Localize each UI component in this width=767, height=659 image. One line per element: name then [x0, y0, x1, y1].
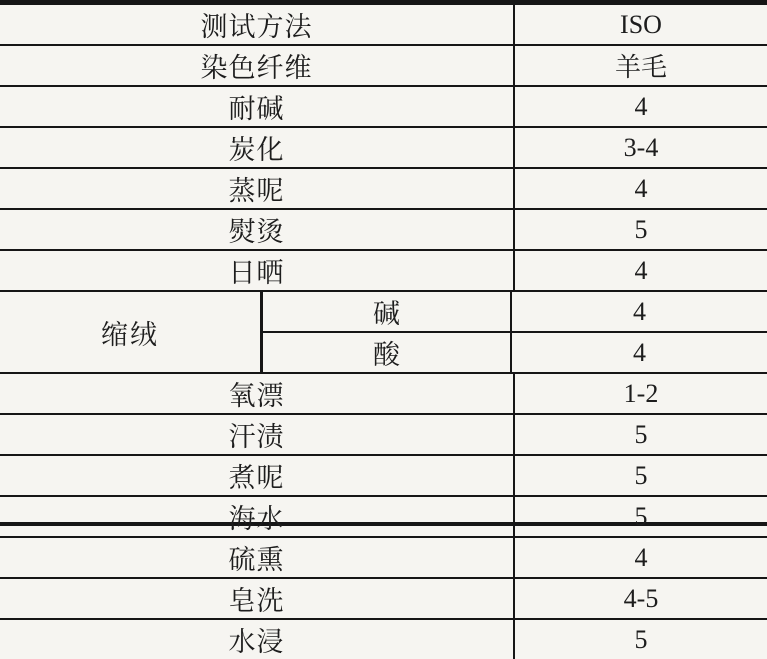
row-value: 4 [510, 333, 767, 372]
row-value: 5 [513, 497, 767, 536]
table-row [0, 456, 767, 497]
table-row [0, 210, 767, 251]
row-value: 1-2 [513, 374, 767, 413]
row-label: 汗渍 [228, 422, 285, 452]
row-label: 日晒 [228, 258, 285, 288]
group-sub-rows [260, 292, 767, 372]
row-value: ISO [513, 5, 767, 44]
table-row [0, 128, 767, 169]
row-label: 硫熏 [228, 545, 285, 575]
row-value: 4 [513, 251, 767, 290]
table-row [0, 46, 767, 87]
row-value: 4 [513, 169, 767, 208]
row-label: 测试方法 [200, 12, 313, 42]
row-label: 耐碱 [228, 94, 285, 124]
table-row [0, 620, 767, 659]
sub-row-label: 碱 [260, 292, 510, 331]
row-label: 炭化 [228, 135, 285, 165]
row-label: 蒸呢 [228, 176, 285, 206]
table-row [0, 251, 767, 292]
table-row [0, 169, 767, 210]
row-label: 煮呢 [228, 463, 285, 493]
row-value: 5 [513, 620, 767, 659]
row-value: 4 [510, 292, 767, 331]
row-value: 4 [513, 87, 767, 126]
row-value: 3-4 [513, 128, 767, 167]
row-value: 5 [513, 456, 767, 495]
row-label: 海水 [228, 504, 285, 534]
table-row [0, 497, 767, 538]
row-value: 5 [513, 415, 767, 454]
table-row [0, 374, 767, 415]
table-sub-row [260, 292, 767, 333]
row-label: 氧漂 [228, 381, 285, 411]
merged-group-row [0, 292, 767, 374]
row-label: 水浸 [228, 627, 285, 657]
row-value: 4 [513, 538, 767, 577]
table-row [0, 579, 767, 620]
row-value: 5 [513, 210, 767, 249]
table-row [0, 538, 767, 579]
row-value: 4-5 [513, 579, 767, 618]
table-row [0, 415, 767, 456]
row-label: 熨烫 [228, 217, 285, 247]
row-value: 羊毛 [513, 46, 767, 85]
table-row [0, 87, 767, 128]
row-label: 染色纤维 [200, 53, 313, 83]
group-label: 缩绒 [101, 319, 159, 350]
table-row [0, 5, 767, 46]
sub-row-label: 酸 [260, 333, 510, 372]
table-sub-row [260, 333, 767, 372]
row-label: 皂洗 [228, 586, 285, 616]
